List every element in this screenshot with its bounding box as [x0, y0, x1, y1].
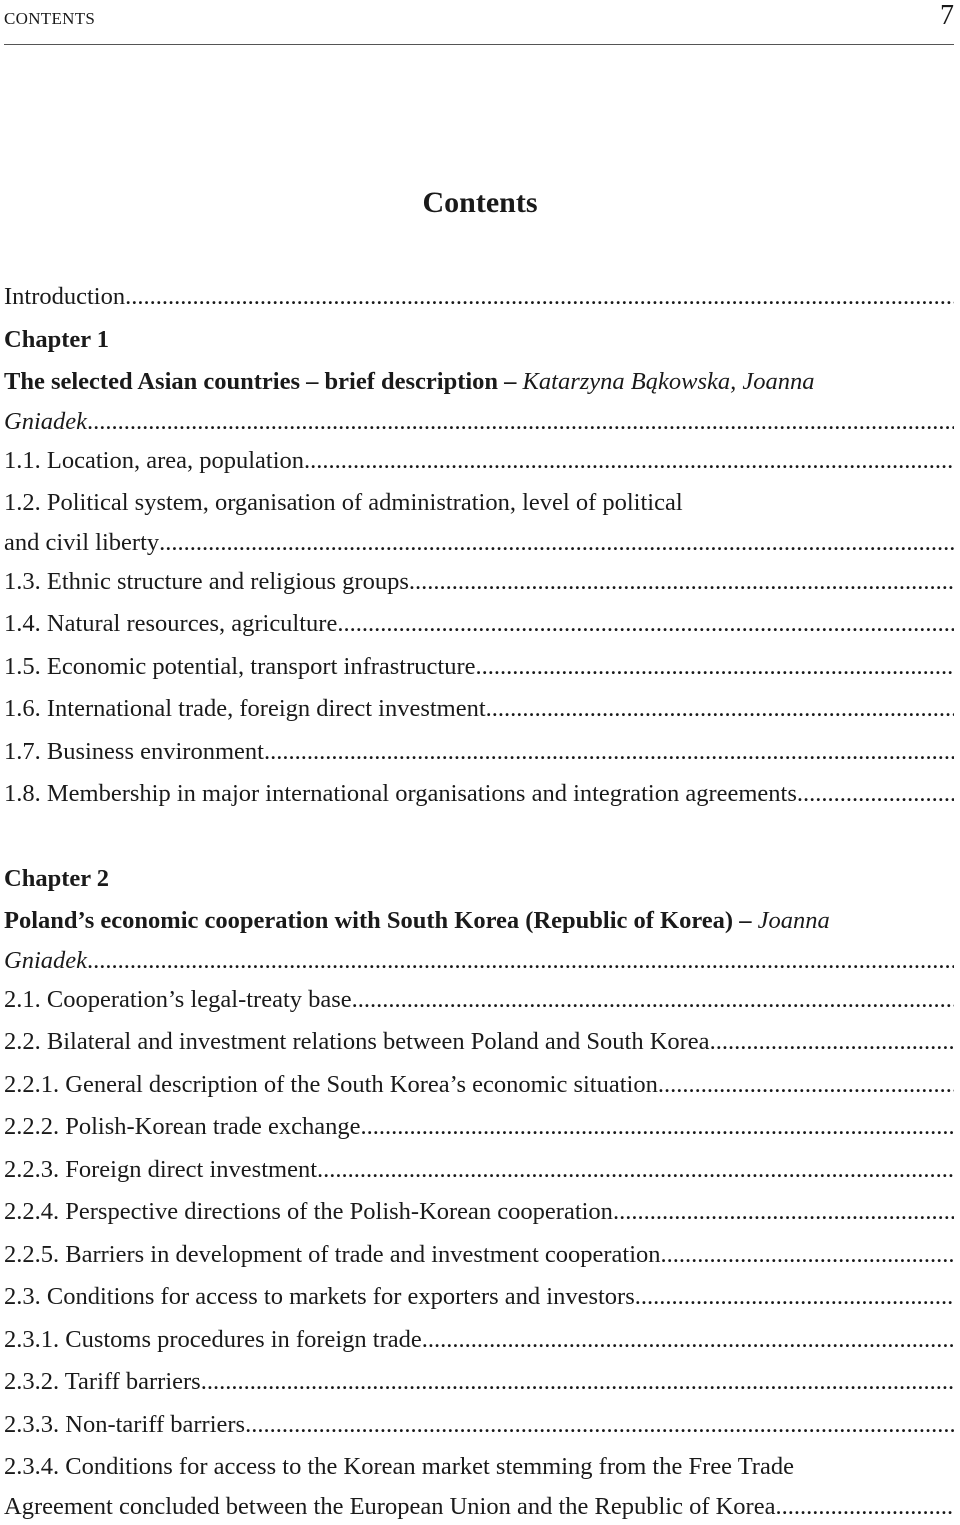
toc-entry[interactable] — [4, 1446, 954, 1489]
toc-entry-label: 2.2.1. General description of the South Korea’s economic situation — [4, 1070, 658, 1098]
leader-dots — [658, 1064, 954, 1107]
leader-dots — [317, 1149, 954, 1192]
toc-entry[interactable] — [4, 482, 954, 525]
chapter-1-authors: Katarzyna Bąkowska, Joanna — [522, 368, 815, 395]
chapter-1-title: The selected Asian countries – brief description – — [4, 368, 517, 395]
chapter-2-authors: Joanna — [757, 907, 830, 934]
table-of-contents — [4, 276, 954, 1525]
toc-entry[interactable] — [4, 1191, 954, 1234]
toc-entry-label: 2.2.4. Perspective directions of the Polish-Korean cooperation — [4, 1198, 613, 1225]
toc-entry-label: 1.6. International trade, foreign direct investment — [4, 695, 486, 722]
toc-entry[interactable] — [4, 646, 954, 689]
toc-entry-introduction[interactable] — [4, 276, 954, 319]
toc-entry-label: 1.1. Location, area, population — [4, 446, 305, 474]
toc-entry-label: 1.7. Business environment — [4, 737, 264, 765]
leader-dots — [422, 1319, 954, 1362]
toc-entry-label: 1.8. Membership in major international organisations and integration agreements — [4, 780, 797, 807]
toc-entry[interactable] — [4, 1149, 954, 1192]
page-title: Contents — [422, 186, 538, 219]
leader-dots — [486, 688, 954, 731]
toc-entry-label: 2.2.5. Barriers in development of trade and investment cooperation — [4, 1240, 661, 1268]
chapter-1-heading — [4, 361, 954, 404]
chapter-2-title: Poland’s economic cooperation with South Korea (Republic of Korea) – — [4, 907, 752, 934]
leader-dots — [775, 1489, 954, 1525]
toc-entry-label: 1.4. Natural resources, agriculture — [4, 610, 338, 637]
toc-entry-label: 2.3.1. Customs procedures in foreign trade — [4, 1325, 422, 1353]
toc-entry-chapter-2[interactable] — [4, 943, 954, 979]
toc-entry[interactable] — [4, 1361, 954, 1404]
leader-dots — [613, 1191, 954, 1234]
leader-dots — [661, 1234, 954, 1277]
leader-dots — [245, 1404, 954, 1447]
toc-entry-label: 2.2.3. Foreign direct investment — [4, 1155, 317, 1183]
leader-dots — [710, 1021, 954, 1064]
toc-entry[interactable] — [4, 561, 954, 604]
toc-entry-label: 1.5. Economic potential, transport infrastructure — [4, 652, 476, 680]
toc-entry-label: Agreement concluded between the European Union and the Republic of Korea — [4, 1492, 776, 1520]
running-head — [4, 0, 954, 44]
toc-entry-label: 2.2. Bilateral and investment relations between Poland and South Korea — [4, 1028, 710, 1055]
toc-entry-label: Introduction — [4, 283, 126, 310]
toc-entry[interactable] — [4, 731, 954, 774]
toc-entry[interactable] — [4, 1234, 954, 1277]
toc-entry[interactable] — [4, 1276, 954, 1319]
leader-dots — [635, 1276, 954, 1319]
chapter-2-label: Chapter 2 — [4, 864, 110, 892]
leader-dots — [352, 979, 954, 1022]
toc-entry[interactable] — [4, 525, 954, 561]
leader-dots — [87, 404, 954, 440]
toc-entry[interactable] — [4, 440, 954, 483]
toc-entry-label: 2.3. Conditions for access to markets for exporters and investors — [4, 1283, 635, 1310]
toc-entry-label: 1.3. Ethnic structure and religious groups — [4, 567, 409, 595]
chapter-2-heading — [4, 900, 954, 943]
header-rule — [4, 44, 954, 45]
chapter-1-label: Chapter 1 — [4, 325, 110, 353]
toc-entry[interactable] — [4, 1106, 954, 1149]
toc-entry-label: 2.3.3. Non-tariff barriers — [4, 1410, 246, 1438]
toc-entry-chapter-1[interactable] — [4, 404, 954, 440]
chapter-1-authors-cont: Gniadek — [4, 407, 87, 435]
toc-entry-label: and civil liberty — [4, 528, 160, 556]
leader-dots — [361, 1106, 955, 1149]
chapter-2-authors-cont: Gniadek — [4, 946, 87, 974]
leader-dots — [201, 1361, 954, 1404]
leader-dots — [264, 731, 954, 774]
leader-dots — [304, 440, 954, 483]
running-title: CONTENTS — [4, 9, 96, 28]
toc-entry[interactable] — [4, 688, 954, 731]
leader-dots — [125, 276, 954, 319]
toc-entry[interactable] — [4, 1021, 954, 1064]
toc-entry-label: 2.2.2. Polish-Korean trade exchange — [4, 1113, 361, 1140]
toc-entry[interactable] — [4, 1319, 954, 1362]
toc-entry[interactable] — [4, 1404, 954, 1447]
toc-entry[interactable] — [4, 603, 954, 646]
toc-entry-label: 1.2. Political system, organisation of administration, level of political — [4, 489, 683, 516]
chapter-spacer — [4, 816, 954, 858]
leader-dots — [159, 525, 954, 561]
toc-entry[interactable] — [4, 773, 954, 816]
toc-entry-label: 2.1. Cooperation’s legal-treaty base — [4, 985, 352, 1013]
leader-dots — [797, 773, 954, 816]
leader-dots — [337, 603, 954, 646]
toc-entry-label: 2.3.2. Tariff barriers — [4, 1368, 201, 1395]
page-number: 7 — [940, 0, 954, 31]
leader-dots — [87, 943, 954, 979]
leader-dots — [475, 646, 954, 689]
toc-entry[interactable] — [4, 1489, 954, 1525]
toc-entry[interactable] — [4, 979, 954, 1022]
toc-entry[interactable] — [4, 1064, 954, 1107]
leader-dots — [409, 561, 954, 604]
toc-entry-label: 2.3.4. Conditions for access to the Korean market stemming from the Free Trade — [4, 1453, 794, 1480]
